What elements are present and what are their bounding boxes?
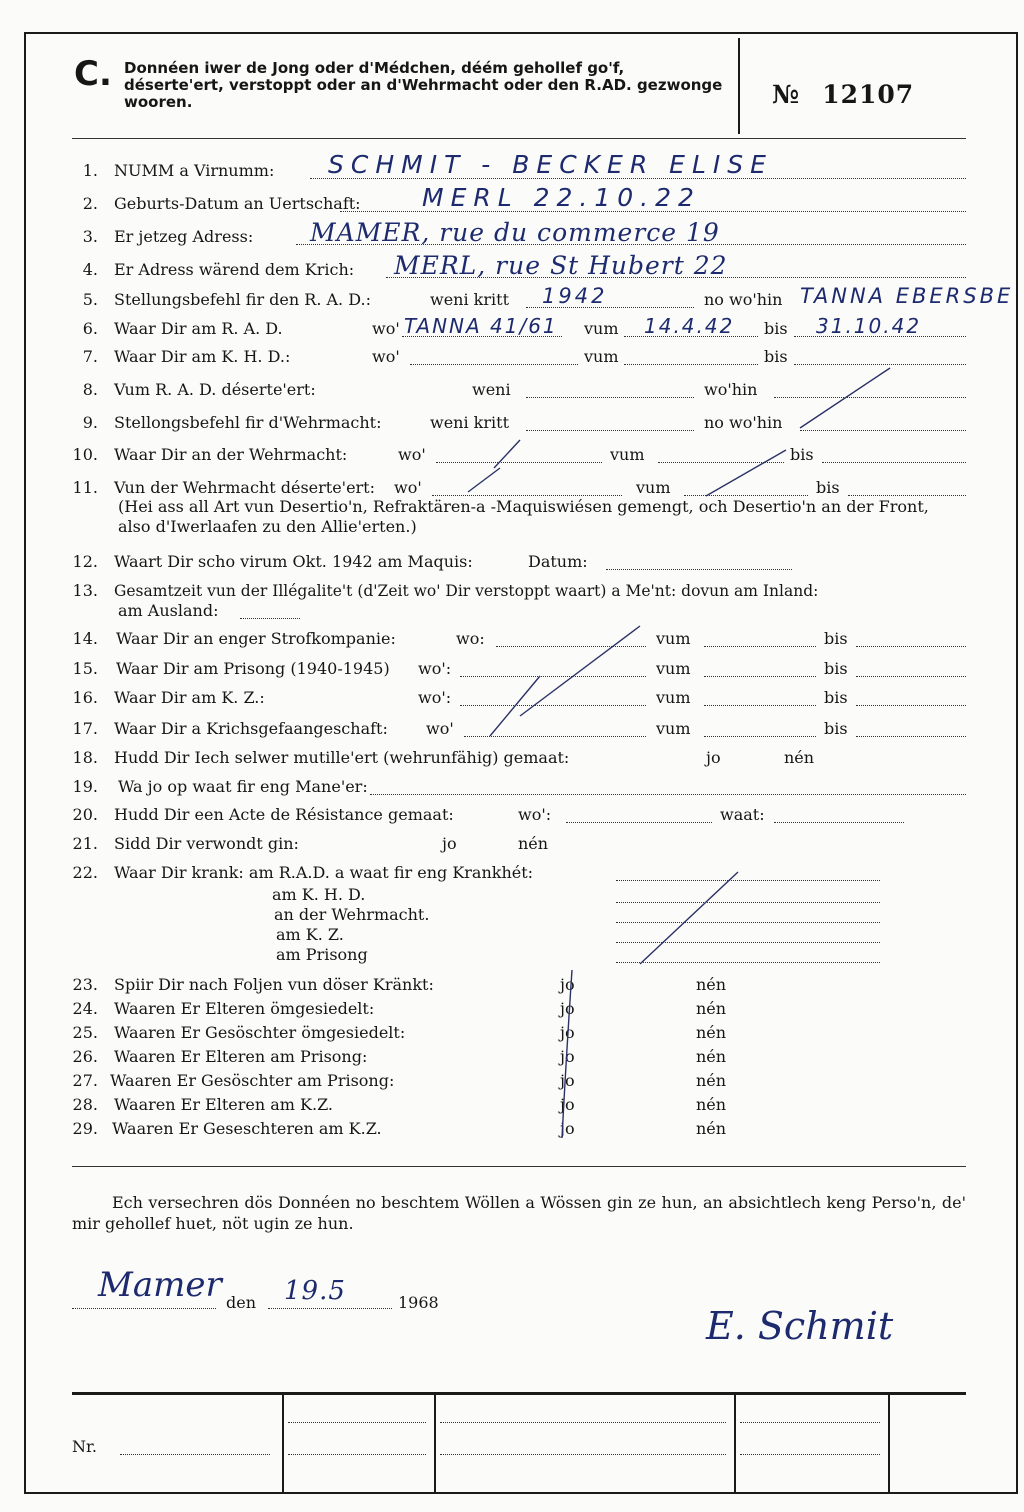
row-number: 25. bbox=[72, 1023, 98, 1042]
word-wo: wo': bbox=[418, 688, 452, 707]
option-nen[interactable]: nén bbox=[696, 975, 727, 994]
strike-mark bbox=[640, 872, 738, 964]
word-bis: bis bbox=[824, 629, 848, 648]
row-11-note: (Hei ass all Art vun Desertio'n, Refraktären-a -Maquiswiésen gemengt, och Desertio'n an der Front, also d'Iwerlaafen zu den Allie'erten.) bbox=[118, 497, 929, 536]
row-label: Waaren Er Elteren am K.Z. bbox=[114, 1095, 334, 1114]
option-jo[interactable]: jo bbox=[706, 748, 721, 767]
row-number: 26. bbox=[72, 1047, 98, 1066]
footer-divider bbox=[734, 1394, 736, 1492]
word-vum: vum bbox=[656, 688, 691, 707]
word-wo: wo': bbox=[518, 805, 552, 824]
fill-line bbox=[288, 1454, 426, 1455]
strike-mark bbox=[494, 440, 520, 468]
footer-divider bbox=[888, 1394, 890, 1492]
nr-label: Nr. bbox=[72, 1437, 97, 1456]
row-label: Geburts-Datum an Uertschaft: bbox=[114, 194, 361, 213]
word-bis: bis bbox=[824, 719, 848, 738]
row-number: 19. bbox=[72, 777, 98, 796]
row-number: 3. bbox=[82, 227, 98, 246]
handwritten-address[interactable]: MAMER, rue du commerce 19 bbox=[310, 218, 720, 247]
row-label: Waart Dir scho virum Okt. 1942 am Maquis: bbox=[114, 552, 473, 571]
form-number-value: 12107 bbox=[822, 80, 915, 109]
handwritten-rad-place[interactable]: TANNA EBERSBE bbox=[800, 284, 1014, 308]
word-weni: weni bbox=[472, 380, 511, 399]
row-number: 28. bbox=[72, 1095, 98, 1114]
word-vum: vum bbox=[656, 659, 691, 678]
row-label: Gesamtzeit vun der Illégalite't (d'Zeit wo' Dir verstoppt waart) a Me'nt: dovun am Inland: bbox=[114, 582, 819, 600]
footer-nr bbox=[72, 1436, 282, 1458]
option-jo[interactable]: jo bbox=[560, 1023, 575, 1042]
word-vum: vum bbox=[656, 629, 691, 648]
row-label: Waar Dir an der Wehrmacht: bbox=[114, 445, 348, 464]
strike-mark bbox=[800, 368, 890, 428]
option-nen[interactable]: nén bbox=[784, 748, 815, 767]
declaration-text: Ech versechren dös Donnéen no beschtem Wöllen a Wössen gin ze hun, an absichtlech keng Perso'n, de' mir gehollef huet, nöt ugin ze hun. bbox=[72, 1193, 966, 1233]
footer-rule bbox=[72, 1392, 966, 1395]
row-number: 21. bbox=[72, 834, 98, 853]
word-wo: wo' bbox=[394, 478, 422, 497]
year-printed: 1968 bbox=[398, 1293, 439, 1312]
row-number: 29. bbox=[72, 1119, 98, 1138]
handwritten-rad-year[interactable]: 1942 bbox=[542, 284, 608, 308]
word-wo: wo' bbox=[398, 445, 426, 464]
place-date-line bbox=[72, 1265, 472, 1316]
row-label: Stellungsbefehl fir den R. A. D.: bbox=[114, 290, 371, 309]
row-number: 1. bbox=[82, 161, 98, 180]
row-label: Spiir Dir nach Foljen vun döser Kränkt: bbox=[114, 975, 434, 994]
row-number: 15. bbox=[72, 659, 98, 678]
word-wo: wo' bbox=[426, 719, 454, 738]
fill-line bbox=[440, 1422, 726, 1423]
row-sublabel: an der Wehrmacht. bbox=[274, 905, 430, 924]
option-jo[interactable]: jo bbox=[560, 1119, 575, 1138]
row-number: 27. bbox=[72, 1071, 98, 1090]
option-nen[interactable]: nén bbox=[696, 1119, 727, 1138]
word-waat: waat: bbox=[720, 805, 765, 824]
word-datum: Datum: bbox=[528, 552, 588, 571]
word-wohin: wo'hin bbox=[704, 380, 758, 399]
word-bis: bis bbox=[764, 347, 788, 366]
option-jo[interactable]: jo bbox=[560, 999, 575, 1018]
footer-divider bbox=[282, 1394, 284, 1492]
word-weni-kritt: weni kritt bbox=[430, 290, 509, 309]
handwritten-rad-from[interactable]: 14.4.42 bbox=[644, 314, 735, 338]
handwritten-name[interactable]: SCHMIT - BECKER ELISE bbox=[328, 150, 773, 179]
row-label: Waar Dir an enger Strofkompanie: bbox=[116, 629, 396, 648]
section-rule bbox=[72, 1166, 966, 1167]
row-label: Er jetzeg Adress: bbox=[114, 227, 254, 246]
row-sublabel: am K. H. D. bbox=[272, 885, 366, 904]
word-vum: vum bbox=[656, 719, 691, 738]
word-bis: bis bbox=[764, 319, 788, 338]
row-label: Waar Dir am Prisong (1940-1945) bbox=[116, 659, 390, 678]
word-vum: vum bbox=[584, 319, 619, 338]
strike-mark bbox=[468, 468, 500, 492]
row-label: Vum R. A. D. déserte'ert: bbox=[114, 380, 316, 399]
strike-mark bbox=[562, 970, 572, 1138]
row-number: 16. bbox=[72, 688, 98, 707]
option-nen[interactable]: nén bbox=[696, 1023, 727, 1042]
row-label: Hudd Dir Iech selwer mutille'ert (wehrunfähig) gemaat: bbox=[114, 748, 570, 767]
number-sign: № bbox=[772, 80, 801, 109]
row-label: Waaren Er Elteren ömgesiedelt: bbox=[114, 999, 375, 1018]
row-number: 5. bbox=[82, 290, 98, 309]
row-number: 14. bbox=[72, 629, 98, 648]
signature[interactable]: E. Schmit bbox=[706, 1304, 894, 1348]
option-nen[interactable]: nén bbox=[696, 999, 727, 1018]
row-number: 18. bbox=[72, 748, 98, 767]
handwritten-birth[interactable]: MERL 22.10.22 bbox=[422, 183, 701, 212]
pen-strikes bbox=[468, 368, 890, 1138]
row-label: Stellongsbefehl fir d'Wehrmacht: bbox=[114, 413, 382, 432]
fill-line bbox=[72, 1308, 216, 1309]
row-label: Waar Dir a Krichsgefaangeschaft: bbox=[114, 719, 388, 738]
word-wo: wo' bbox=[372, 347, 400, 366]
row-number: 12. bbox=[72, 552, 98, 571]
word-wo: wo': bbox=[418, 659, 452, 678]
row-number: 23. bbox=[72, 975, 98, 994]
section-letter: C. bbox=[74, 54, 112, 94]
fill-line bbox=[740, 1454, 880, 1455]
row-label: Waaren Er Geseschteren am K.Z. bbox=[112, 1119, 382, 1138]
fill-line bbox=[740, 1422, 880, 1423]
word-vum: vum bbox=[636, 478, 671, 497]
row-number: 10. bbox=[72, 445, 98, 464]
word-wo: wo: bbox=[456, 629, 485, 648]
handwritten-war-address[interactable]: MERL, rue St Hubert 22 bbox=[394, 251, 728, 280]
option-nen[interactable]: nén bbox=[696, 1095, 727, 1114]
handwritten-rad-camp[interactable]: TANNA 41/61 bbox=[404, 314, 558, 338]
row-label: Er Adress wärend dem Krich: bbox=[114, 260, 355, 279]
word-vum: vum bbox=[610, 445, 645, 464]
handwritten-date[interactable]: 19.5 bbox=[284, 1276, 346, 1306]
word-weni-kritt: weni kritt bbox=[430, 413, 509, 432]
option-jo[interactable]: jo bbox=[442, 834, 457, 853]
row-label: Waar Dir am K. Z.: bbox=[114, 688, 265, 707]
option-nen[interactable]: nén bbox=[696, 1047, 727, 1066]
word-den: den bbox=[226, 1293, 257, 1312]
row-label: Waaren Er Elteren am Prisong: bbox=[114, 1047, 368, 1066]
row-number: 11. bbox=[72, 478, 98, 497]
fill-line bbox=[120, 1454, 270, 1455]
row-label: Sidd Dir verwondt gin: bbox=[114, 834, 299, 853]
row-number: 7. bbox=[82, 347, 98, 366]
row-label: Waar Dir am R. A. D. bbox=[114, 319, 283, 338]
word-bis: bis bbox=[816, 478, 840, 497]
row-number: 8. bbox=[82, 380, 98, 399]
row-number: 24. bbox=[72, 999, 98, 1018]
footer-divider bbox=[434, 1394, 436, 1492]
handwritten-place[interactable]: Mamer bbox=[98, 1265, 222, 1305]
row-label: Waaren Er Gesöschter ömgesiedelt: bbox=[114, 1023, 406, 1042]
word-bis: bis bbox=[790, 445, 814, 464]
row-label: Waaren Er Gesöschter am Prisong: bbox=[110, 1071, 395, 1090]
fill-line bbox=[268, 1308, 392, 1309]
strike-mark bbox=[706, 450, 786, 496]
row-label: Waar Dir krank: am R.A.D. a waat fir eng Krankhét: bbox=[114, 863, 534, 882]
handwritten-rad-to[interactable]: 31.10.42 bbox=[816, 314, 922, 338]
row-label: Hudd Dir een Acte de Résistance gemaat: bbox=[114, 805, 454, 824]
row-label: am Ausland: bbox=[118, 601, 219, 620]
word-vum: vum bbox=[584, 347, 619, 366]
row-number: 6. bbox=[82, 319, 98, 338]
word-no-wohin: no wo'hin bbox=[704, 290, 783, 309]
word-bis: bis bbox=[824, 688, 848, 707]
option-jo[interactable]: jo bbox=[560, 1047, 575, 1066]
option-jo[interactable]: jo bbox=[560, 975, 575, 994]
row-number: 22. bbox=[72, 863, 98, 882]
word-no-wohin: no wo'hin bbox=[704, 413, 783, 432]
row-number: 17. bbox=[72, 719, 98, 738]
row-label: Vun der Wehrmacht déserte'ert: bbox=[114, 478, 375, 497]
row-label: Wa jo op waat fir eng Mane'er: bbox=[118, 777, 368, 796]
row-number: 2. bbox=[82, 194, 98, 213]
strike-mark bbox=[520, 626, 640, 716]
row-label: NUMM a Virnumm: bbox=[114, 161, 275, 180]
row-number: 20. bbox=[72, 805, 98, 824]
row-number: 9. bbox=[82, 413, 98, 432]
word-wo: wo' bbox=[372, 319, 400, 338]
fill-line bbox=[288, 1422, 426, 1423]
option-jo[interactable]: jo bbox=[560, 1071, 575, 1090]
option-nen[interactable]: nén bbox=[518, 834, 549, 853]
row-number: 4. bbox=[82, 260, 98, 279]
row-sublabel: am K. Z. bbox=[276, 925, 344, 944]
row-sublabel: am Prisong bbox=[276, 945, 368, 964]
option-jo[interactable]: jo bbox=[560, 1095, 575, 1114]
row-label: Waar Dir am K. H. D.: bbox=[114, 347, 291, 366]
option-nen[interactable]: nén bbox=[696, 1071, 727, 1090]
section-heading: Donnéen iwer de Jong oder d'Médchen, déém gehollef go'f, déserte'ert, verstoppt oder an d'Wehrmacht oder den R.AD. gezwonge wooren. bbox=[124, 59, 723, 111]
row-number: 13. bbox=[72, 581, 98, 600]
fill-line bbox=[440, 1454, 726, 1455]
word-bis: bis bbox=[824, 659, 848, 678]
